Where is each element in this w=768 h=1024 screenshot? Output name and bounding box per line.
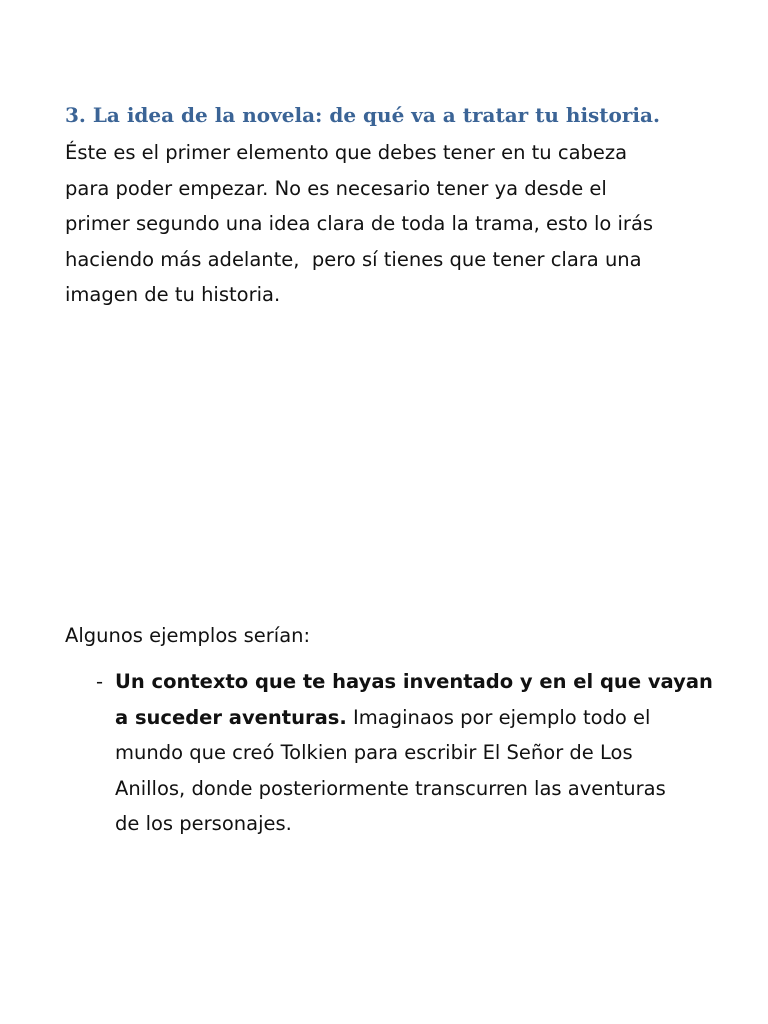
list-item-line: de los personajes. (115, 812, 292, 835)
examples-list (96, 664, 736, 842)
list-item-line (115, 664, 736, 700)
list-item-bold-text: a suceder aventuras. (115, 705, 347, 729)
list-item-line: mundo que creó Tolkien para escribir El Señor de Los (115, 741, 633, 764)
intro-line: haciendo más adelante, pero sí tienes que tener clara una (65, 247, 642, 271)
intro-line: primer segundo una idea clara de toda la trama, esto lo irás (65, 212, 654, 235)
intro-line: imagen de tu historia. (65, 283, 281, 306)
section-heading: 3. La idea de la novela: de qué va a tratar tu historia. (65, 103, 660, 127)
list-item-line (115, 700, 736, 736)
list-item (96, 664, 736, 842)
list-item-text: Imaginaos por ejemplo todo el (346, 705, 651, 729)
intro-line: Éste es el primer elemento que debes tener en tu cabeza (65, 141, 628, 164)
intro-line: para poder empezar. No es necesario tener ya desde el (65, 176, 607, 200)
intro-paragraph (65, 135, 725, 313)
list-item-line: Anillos, donde posteriormente transcurren las aventuras (115, 776, 666, 800)
list-item-bold-text: Un contexto que te hayas inventado y en el que vayan (115, 670, 713, 693)
examples-label: Algunos ejemplos serían: (65, 624, 311, 647)
list-dash-marker: - (96, 670, 104, 693)
